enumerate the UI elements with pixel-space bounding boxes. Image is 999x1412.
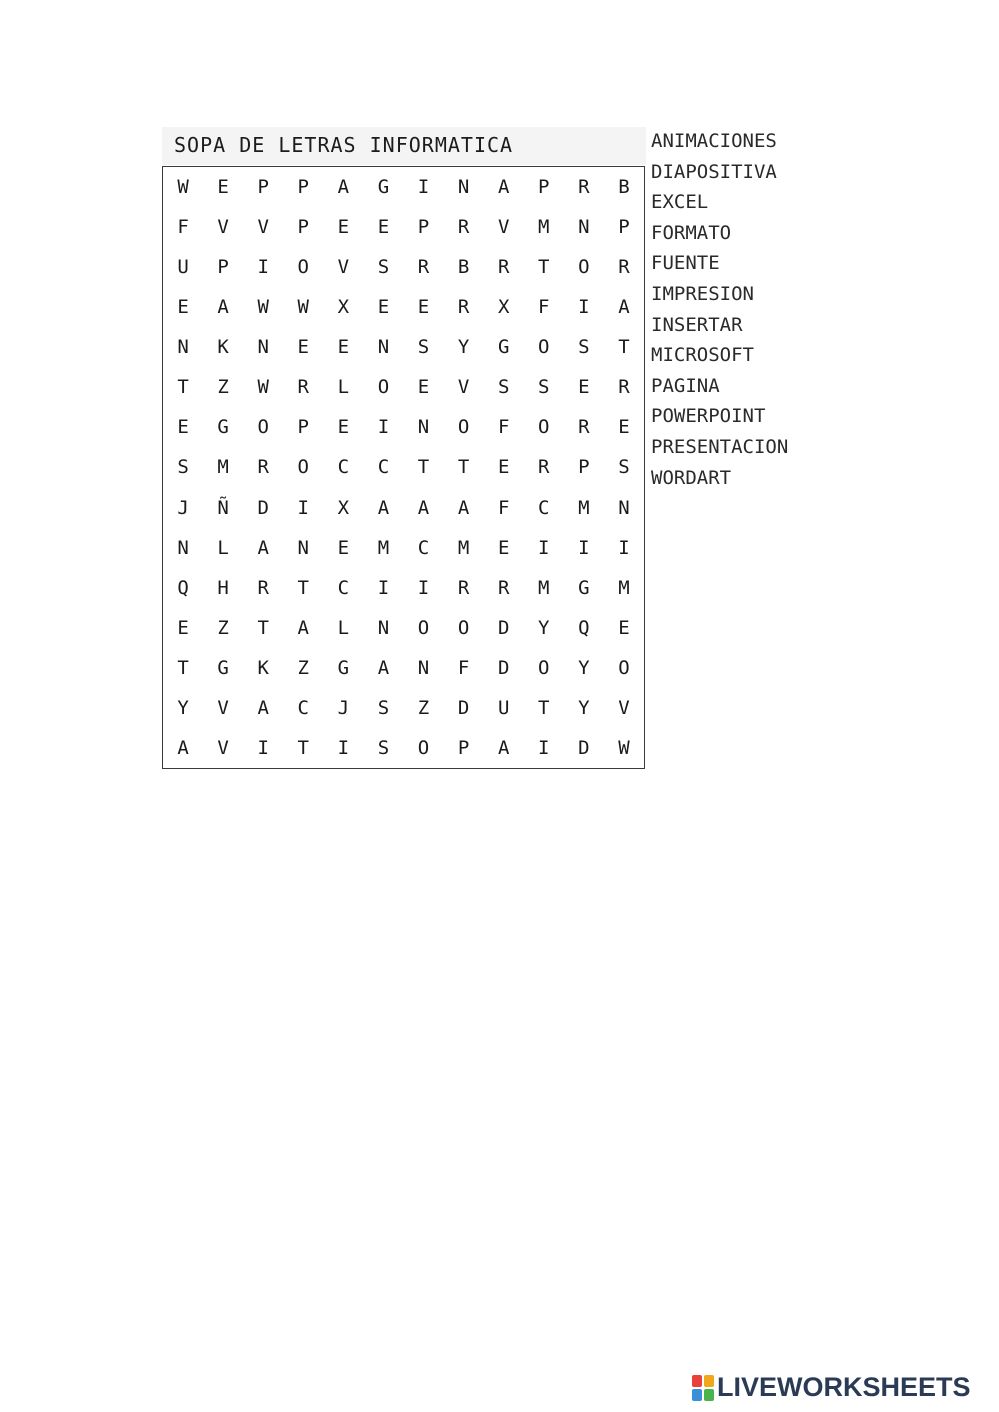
grid-cell[interactable]: E [377, 216, 390, 239]
grid-cell[interactable]: G [217, 416, 229, 439]
word-list-item: PRESENTACION [651, 435, 789, 458]
grid-cell[interactable]: W [297, 296, 309, 319]
grid-cell[interactable]: S [417, 336, 430, 359]
grid-cell[interactable]: Y [538, 616, 550, 639]
grid-cell[interactable]: E [177, 416, 189, 439]
grid-cell[interactable]: T [538, 256, 550, 279]
grid-cell[interactable]: A [457, 496, 470, 519]
grid-cell[interactable]: N [417, 416, 430, 439]
grid-cell[interactable]: R [538, 456, 550, 479]
grid-cell[interactable]: I [257, 736, 269, 759]
grid-cell[interactable]: V [257, 216, 269, 239]
grid-cell[interactable]: V [497, 216, 510, 239]
grid-cell[interactable]: M [538, 576, 550, 599]
grid-cell[interactable]: V [457, 376, 470, 399]
grid-cell[interactable]: B [457, 256, 470, 279]
grid-cell[interactable]: L [337, 616, 350, 639]
grid-cell[interactable]: E [618, 616, 630, 639]
grid-cell[interactable]: R [417, 256, 430, 279]
word-list-item: FUENTE [651, 252, 720, 275]
grid-cell[interactable]: O [618, 656, 630, 679]
grid-cell[interactable]: D [578, 736, 590, 759]
grid-cell[interactable]: X [337, 496, 350, 519]
grid-cell[interactable]: E [337, 336, 350, 359]
grid-cell[interactable]: O [538, 336, 550, 359]
grid-cell[interactable]: E [337, 536, 350, 559]
grid-cell[interactable]: L [337, 376, 350, 399]
grid-cell[interactable]: S [377, 736, 390, 759]
grid-cell[interactable]: I [417, 576, 430, 599]
grid-cell[interactable]: F [497, 416, 510, 439]
grid-cell[interactable]: A [377, 656, 390, 679]
word-list-item: PAGINA [651, 374, 720, 397]
grid-cell[interactable]: M [217, 456, 229, 479]
grid-cell[interactable]: W [618, 736, 630, 759]
grid-cell[interactable]: T [297, 736, 309, 759]
grid-cell[interactable]: E [177, 296, 189, 319]
grid-cell[interactable]: I [578, 536, 590, 559]
worksheet-title-bar [162, 127, 646, 165]
brand-icon-square [692, 1389, 702, 1401]
word-list-item: FORMATO [651, 221, 732, 244]
grid-cell[interactable]: M [457, 536, 470, 559]
grid-cell[interactable]: W [257, 296, 269, 319]
word-search-grid [162, 166, 645, 769]
grid-cell[interactable]: W [257, 376, 269, 399]
grid-cell[interactable]: I [538, 736, 550, 759]
grid-cell[interactable]: E [297, 336, 309, 359]
grid-cell[interactable]: V [217, 736, 229, 759]
grid-cell[interactable]: M [578, 496, 590, 519]
grid-cell[interactable]: A [497, 736, 510, 759]
grid-cell[interactable]: I [377, 416, 390, 439]
grid-cell[interactable]: T [177, 656, 189, 679]
grid-cell[interactable]: J [177, 496, 189, 519]
grid-cell[interactable]: Z [217, 616, 229, 639]
grid-cell[interactable]: F [497, 496, 510, 519]
grid-cell[interactable]: C [337, 576, 350, 599]
grid-cell[interactable]: N [297, 536, 309, 559]
grid-cell[interactable]: P [257, 176, 269, 199]
grid-cell[interactable]: N [618, 496, 630, 519]
grid-cell[interactable]: R [457, 216, 470, 239]
grid-cell[interactable]: J [337, 696, 350, 719]
grid-cell[interactable]: N [457, 176, 470, 199]
grid-cell[interactable]: E [337, 416, 350, 439]
grid-cell[interactable]: T [177, 376, 189, 399]
grid-cell[interactable]: U [497, 696, 510, 719]
grid-cell[interactable]: D [257, 496, 269, 519]
grid-cell[interactable]: C [377, 456, 390, 479]
grid-cell[interactable]: I [337, 736, 350, 759]
grid-cell[interactable]: K [217, 336, 229, 359]
grid-cell[interactable]: A [497, 176, 510, 199]
grid-cell[interactable]: L [217, 536, 229, 559]
grid-cell[interactable]: S [578, 336, 590, 359]
grid-cell[interactable]: R [578, 416, 590, 439]
grid-cell[interactable]: I [618, 536, 630, 559]
grid-cell[interactable]: G [377, 176, 390, 199]
grid-cell[interactable]: O [417, 736, 430, 759]
grid-cell[interactable]: I [377, 576, 390, 599]
grid-cell[interactable]: A [257, 696, 269, 719]
grid-cell[interactable]: M [377, 536, 390, 559]
grid-cell[interactable]: O [457, 416, 470, 439]
grid-cell[interactable]: S [618, 456, 630, 479]
liveworksheets-icon [692, 1375, 714, 1401]
grid-cell[interactable]: Q [578, 616, 590, 639]
grid-cell[interactable]: E [337, 216, 350, 239]
grid-cell[interactable]: A [377, 496, 390, 519]
word-list-item: ANIMACIONES [651, 130, 777, 152]
grid-cell[interactable]: I [578, 296, 590, 319]
word-list-item: IMPRESION [651, 282, 754, 305]
word-list-item: MICROSOFT [651, 344, 754, 367]
grid-cell[interactable]: Q [177, 576, 189, 599]
grid-cell[interactable]: T [618, 336, 630, 359]
grid-cell[interactable]: D [497, 616, 510, 639]
grid-cell[interactable]: Z [217, 376, 229, 399]
grid-cell[interactable]: R [578, 176, 590, 199]
grid-cell[interactable]: E [618, 416, 630, 439]
grid-cell[interactable]: E [177, 616, 189, 639]
grid-cell[interactable]: O [578, 256, 590, 279]
word-list [651, 126, 788, 493]
brand-icon-square [692, 1375, 702, 1387]
grid-cell[interactable]: Y [457, 336, 470, 359]
grid-cell[interactable]: N [177, 536, 189, 559]
grid-cell[interactable]: T [297, 576, 309, 599]
brand-icon-square [704, 1389, 714, 1401]
grid-cell[interactable]: Ñ [217, 496, 229, 519]
grid-cell[interactable]: Y [177, 696, 189, 719]
grid-cell[interactable]: X [337, 296, 350, 319]
grid-cell[interactable]: S [538, 376, 550, 399]
grid-cell[interactable]: E [497, 536, 510, 559]
grid-cell[interactable]: V [217, 216, 229, 239]
grid-cell[interactable]: G [337, 656, 350, 679]
grid-cell[interactable]: O [297, 256, 309, 279]
grid-cell[interactable]: A [417, 496, 430, 519]
grid-cell[interactable]: F [538, 296, 550, 319]
grid-cell[interactable]: E [417, 296, 430, 319]
grid-cell[interactable]: N [257, 336, 269, 359]
word-list-item: EXCEL [651, 191, 709, 214]
grid-cell[interactable]: O [457, 616, 470, 639]
grid-cell[interactable]: D [497, 656, 510, 679]
grid-cell[interactable]: P [297, 176, 309, 199]
grid-cell[interactable]: C [337, 456, 350, 479]
grid-cell[interactable]: N [177, 336, 189, 359]
grid-cell[interactable]: O [538, 416, 550, 439]
grid-cell[interactable]: N [377, 616, 390, 639]
grid-cell[interactable]: T [457, 456, 470, 479]
grid-cell[interactable]: T [417, 456, 430, 479]
grid-cell[interactable]: H [217, 576, 229, 599]
grid-cell[interactable]: P [538, 176, 550, 199]
grid-cell[interactable]: O [297, 456, 309, 479]
grid-cell[interactable]: C [538, 496, 550, 519]
grid-cell[interactable]: E [377, 296, 390, 319]
grid-cell[interactable]: N [417, 656, 430, 679]
grid-cell[interactable]: A [257, 536, 269, 559]
grid-cell[interactable]: R [618, 256, 630, 279]
grid-cell[interactable]: N [377, 336, 390, 359]
grid-cell[interactable]: V [618, 696, 630, 719]
grid-cell[interactable]: B [618, 176, 630, 199]
grid-cell[interactable]: Z [417, 696, 430, 719]
grid-cell[interactable]: K [257, 656, 269, 679]
grid-cell[interactable]: A [177, 736, 189, 759]
grid-cell[interactable]: O [538, 656, 550, 679]
brand-text: LIVEWORKSHEETS [717, 1372, 971, 1402]
grid-cell[interactable]: S [377, 256, 390, 279]
grid-cell[interactable]: Z [297, 656, 309, 679]
grid-cell[interactable]: X [497, 296, 510, 319]
grid-cell[interactable]: R [497, 256, 510, 279]
grid-cell[interactable]: S [177, 456, 189, 479]
grid-cell[interactable]: A [217, 296, 229, 319]
grid-cell[interactable]: U [177, 256, 189, 279]
grid-cell[interactable]: V [217, 696, 229, 719]
word-list-item: WORDART [651, 466, 732, 489]
grid-cell[interactable]: C [297, 696, 309, 719]
grid-cell[interactable]: Y [578, 656, 590, 679]
grid-cell[interactable]: O [377, 376, 390, 399]
grid-cell[interactable]: G [497, 336, 510, 359]
word-list-item: POWERPOINT [651, 405, 766, 428]
grid-cell[interactable]: E [417, 376, 430, 399]
grid-cell[interactable]: P [297, 416, 309, 439]
grid-cell[interactable]: F [457, 656, 470, 679]
grid-cell[interactable]: R [297, 376, 309, 399]
grid-cell[interactable]: T [538, 696, 550, 719]
grid-cell[interactable]: O [257, 416, 269, 439]
grid-cell[interactable]: A [618, 296, 630, 319]
grid-cell[interactable]: S [377, 696, 390, 719]
grid-cell[interactable]: G [217, 656, 229, 679]
grid-cell[interactable]: R [257, 456, 269, 479]
grid-cell[interactable]: M [618, 576, 630, 599]
grid-cell[interactable]: V [337, 256, 350, 279]
grid-cell[interactable]: Y [578, 696, 590, 719]
grid-cell[interactable]: I [417, 176, 430, 199]
grid-cell[interactable]: P [417, 216, 430, 239]
letter-grid [163, 167, 644, 768]
brand-icon-square [704, 1375, 714, 1387]
grid-cell[interactable]: R [257, 576, 269, 599]
grid-cell[interactable]: I [297, 496, 309, 519]
grid-cell[interactable]: P [297, 216, 309, 239]
worksheet-title: SOPA DE LETRAS INFORMATICA [174, 133, 514, 157]
liveworksheets-logo [692, 1372, 971, 1403]
grid-cell[interactable]: P [578, 456, 590, 479]
grid-cell[interactable]: P [217, 256, 229, 279]
grid-cell[interactable]: E [578, 376, 590, 399]
grid-cell[interactable]: R [618, 376, 630, 399]
grid-cell[interactable]: E [217, 176, 229, 199]
word-list-item: INSERTAR [651, 313, 743, 336]
grid-cell[interactable]: O [417, 616, 430, 639]
grid-cell[interactable]: G [578, 576, 590, 599]
grid-cell[interactable]: R [457, 576, 470, 599]
grid-cell[interactable]: I [538, 536, 550, 559]
grid-cell[interactable]: R [497, 576, 510, 599]
grid-cell[interactable]: M [538, 216, 550, 239]
grid-cell[interactable]: T [257, 616, 269, 639]
word-list-item: DIAPOSITIVA [651, 160, 777, 183]
grid-cell[interactable]: E [497, 456, 510, 479]
grid-cell[interactable]: A [297, 616, 309, 639]
grid-cell[interactable]: N [578, 216, 590, 239]
grid-cell[interactable]: P [618, 216, 630, 239]
grid-cell[interactable]: A [337, 176, 350, 199]
grid-cell[interactable]: S [497, 376, 510, 399]
grid-cell[interactable]: I [257, 256, 269, 279]
grid-cell[interactable]: W [177, 176, 189, 199]
grid-cell[interactable]: F [177, 216, 189, 239]
grid-cell[interactable]: D [457, 696, 470, 719]
grid-cell[interactable]: C [417, 536, 430, 559]
grid-cell[interactable]: R [457, 296, 470, 319]
grid-cell[interactable]: P [457, 736, 470, 759]
